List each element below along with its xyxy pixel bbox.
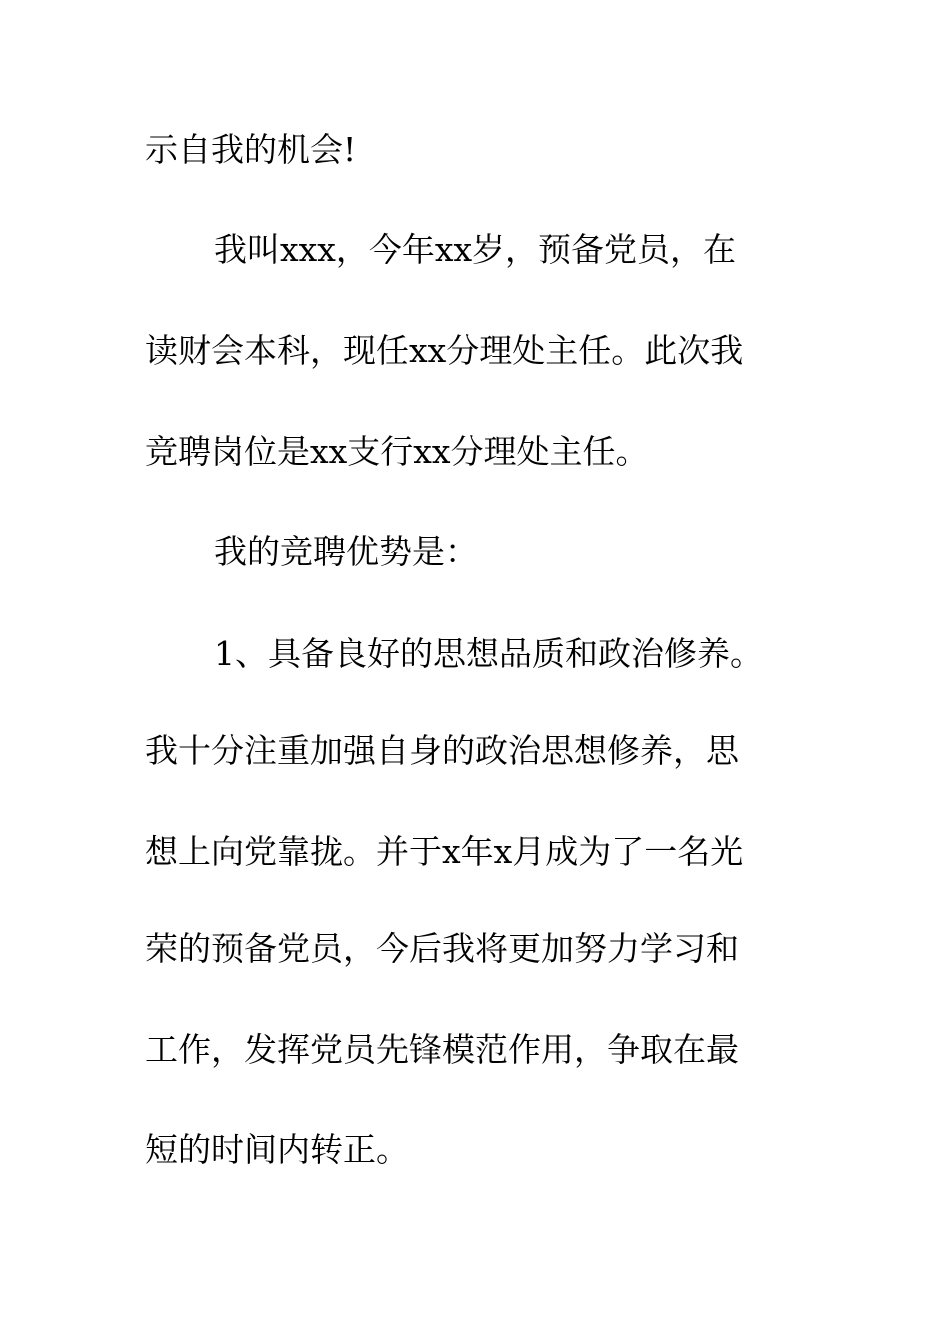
paragraph-line: 我十分注重加强自身的政治思想修养，思 — [145, 731, 739, 770]
paragraph-line: 1、具备良好的思想品质和政治修养。 — [214, 634, 763, 673]
paragraph-line: 读财会本科，现任xx分理处主任。此次我 — [145, 331, 744, 370]
paragraph-line: 示自我的机会! — [145, 130, 357, 169]
paragraph-line: 我的竞聘优势是： — [214, 532, 478, 571]
paragraph-line: 短的时间内转正。 — [145, 1130, 409, 1169]
paragraph-line: 我叫xxx，今年xx岁，预备党员，在 — [214, 230, 737, 269]
paragraph-line: 荣的预备党员，今后我将更加努力学习和 — [145, 929, 739, 968]
paragraph-line: 想上向党靠拢。并于x年x月成为了一名光 — [145, 832, 744, 871]
paragraph-line: 工作，发挥党员先锋模范作用，争取在最 — [145, 1030, 739, 1069]
paragraph-line: 竞聘岗位是xx支行xx分理处主任。 — [145, 432, 649, 471]
